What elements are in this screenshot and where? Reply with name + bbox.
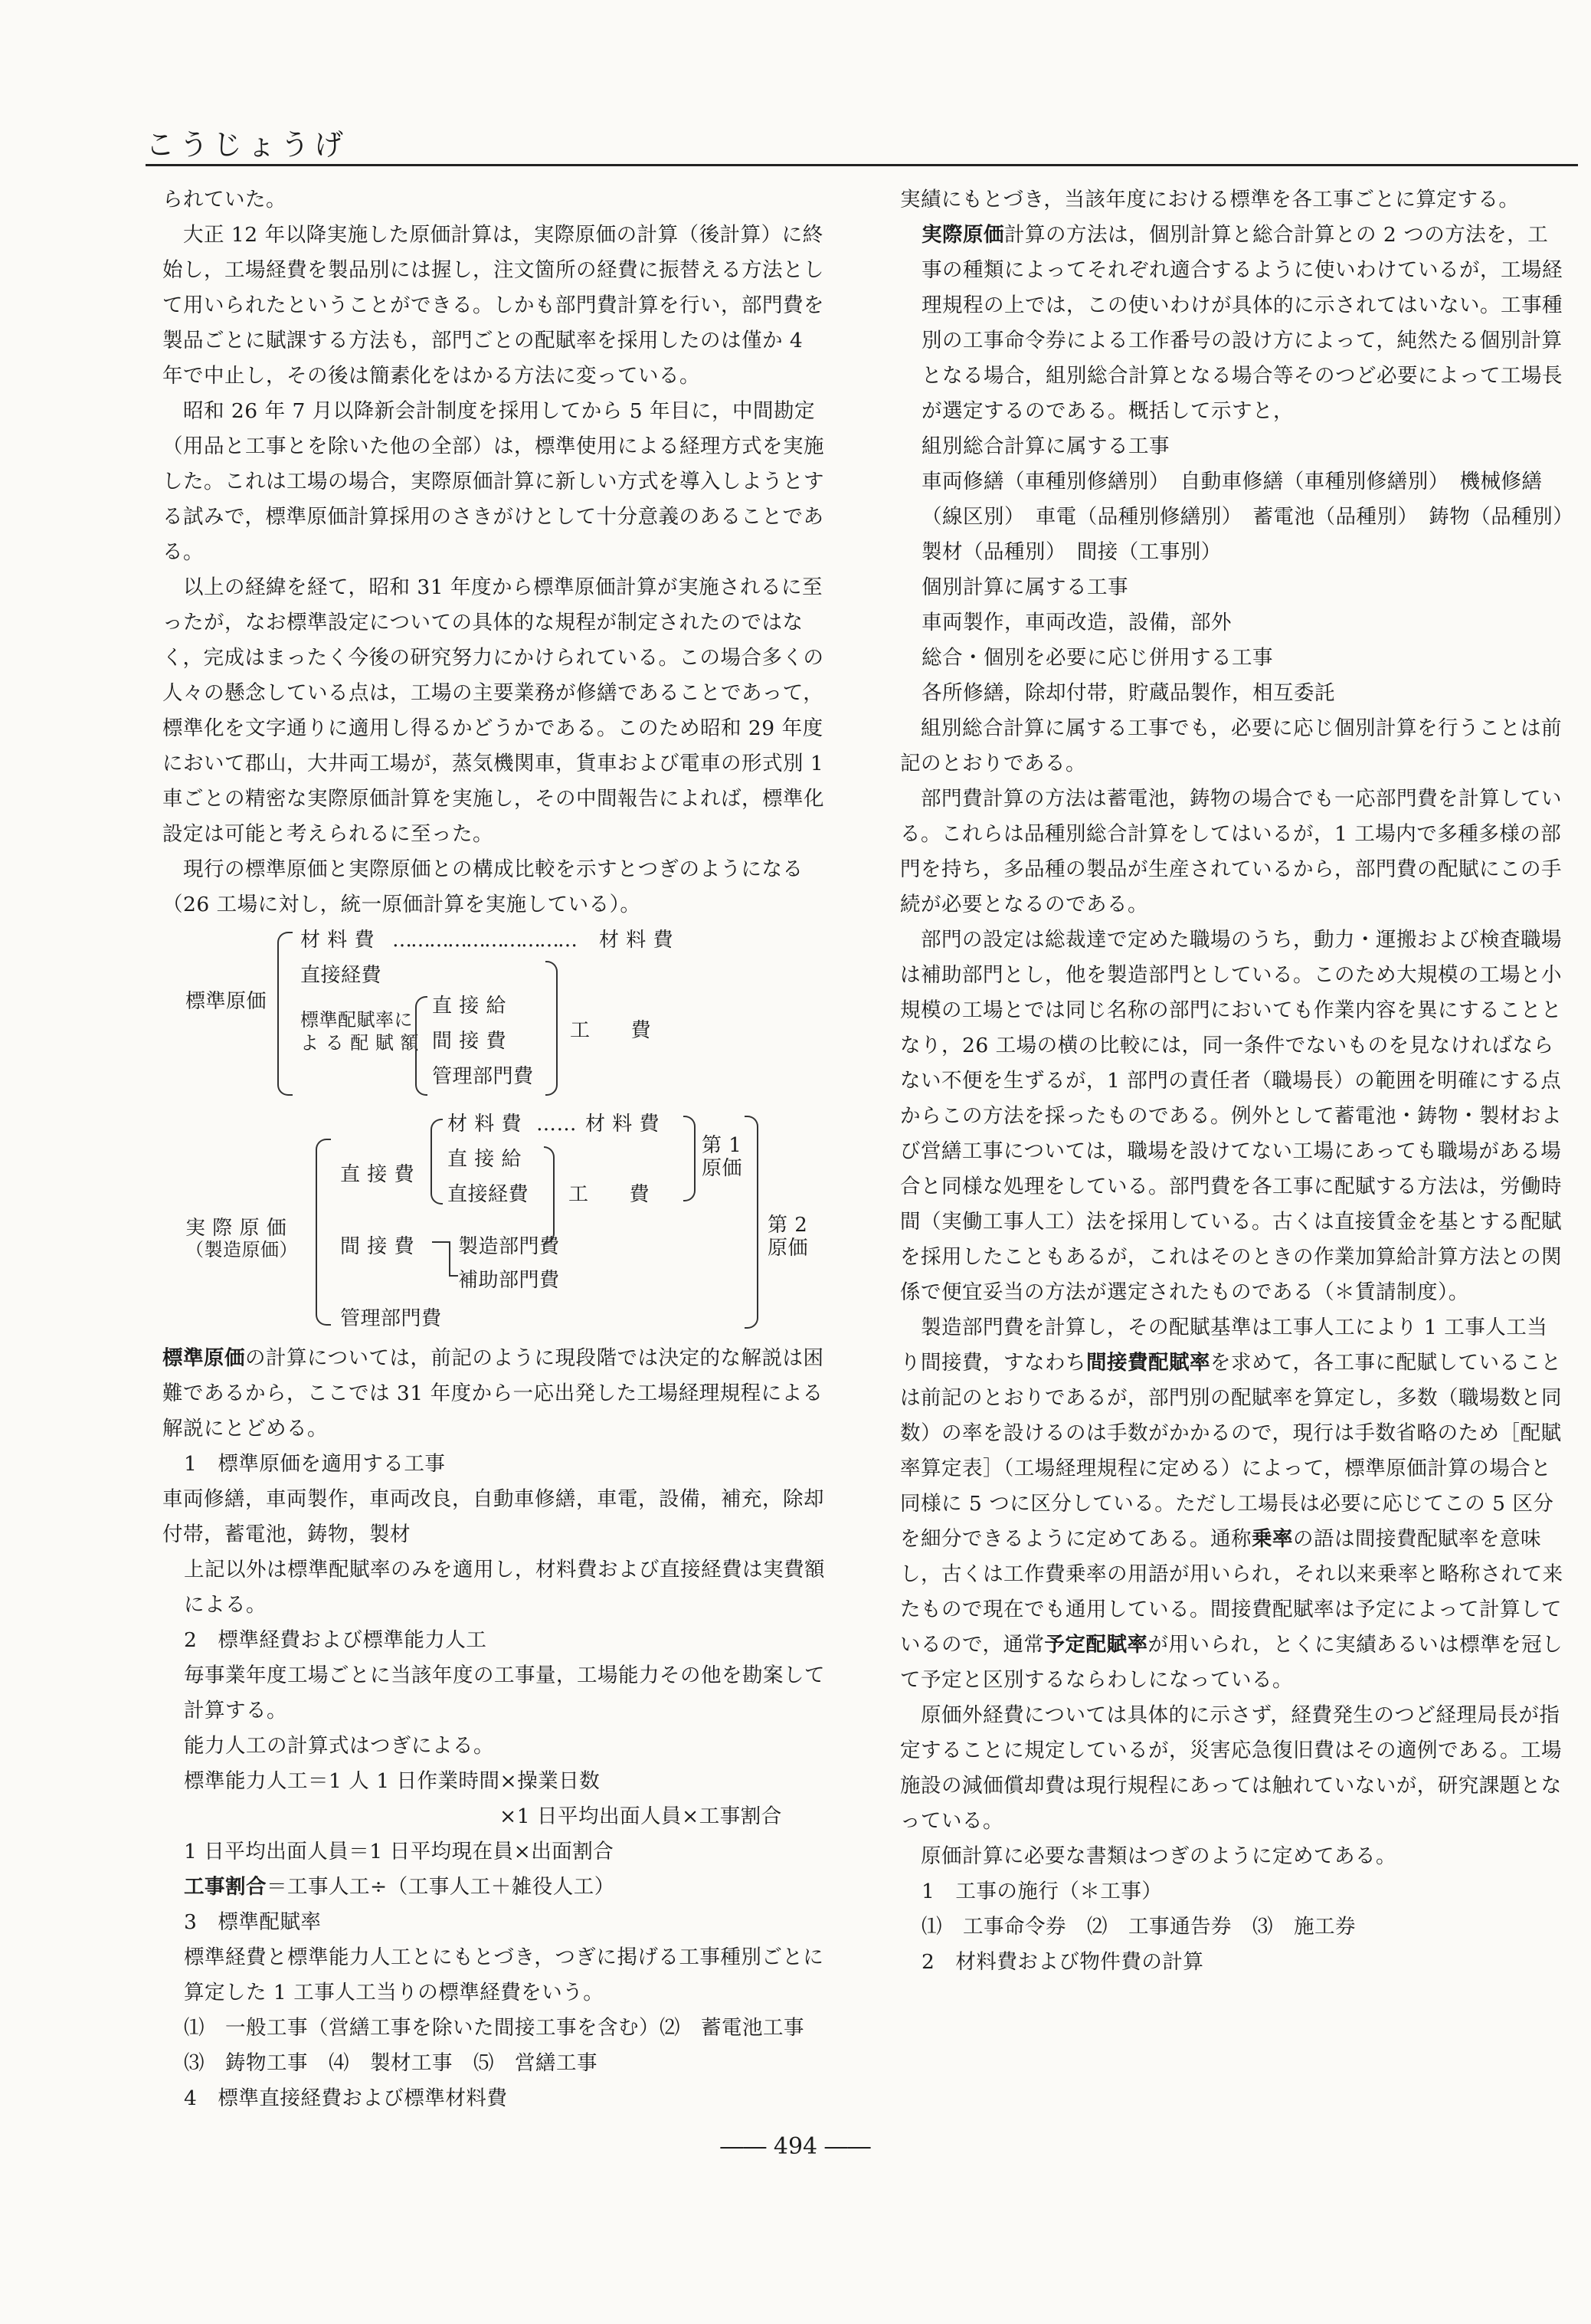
term-bold: 実際原価 — [922, 223, 1004, 247]
actual-material: 材 料 費 — [447, 1113, 522, 1136]
cost1-label-b: 原価 — [702, 1157, 743, 1180]
indirect-connector — [432, 1241, 449, 1243]
paragraph: 原価外経費については具体的に示さず，経費発生のつど経理局長が指定することに規定しているが，災害応急復旧費はその適例である。工場施設の減価償却費は現行規程にあっては触れていないが，研究課題となっている。 — [900, 1703, 1562, 1833]
paragraph — [900, 218, 1566, 429]
actual-mfg: 製造部門費 — [458, 1235, 560, 1258]
std-material: 材 料 費 — [300, 929, 375, 952]
text: 計算の方法は，個別計算と総合計算との 2 つの方法を，工事の種類によってそれぞれ適合するように使いわけているが，工場経理規程の上では，この使いわけが具体的に示されてはいない。工事種別の工事命令券による工作番号の設け方によって，純然たる個別計算となる場合，組別総合計算となる場合等そのつど必要によって工場長が選定するのである。概括して示すと， — [922, 223, 1563, 423]
term-bold: 標準原価 — [162, 1346, 245, 1370]
cost2-label-b: 原価 — [768, 1237, 809, 1260]
category-heading: 総合・個別を必要に応じ併用する工事 — [922, 646, 1273, 670]
actual-indirect: 間 接 費 — [340, 1235, 415, 1258]
paragraph: 各所修繕，除却付帯，貯蔵品製作，相互委託 — [922, 681, 1335, 705]
paragraph: 大正 12 年以降実施した原価計算は，実際原価の計算（後計算）に終始し，工場経費を製品別には握し，注文箇所の経費に振替える方法として用いられたということができる。しかも部門費計算を行い，部門費を製品ごとに賦課する方法も，部門ごとの配賦率を採用したのは僅か 4 年で中止し，その後は簡素化をはかる方法に変っている。 — [162, 223, 824, 388]
section-heading: 2 標準経費および標準能力人工 — [184, 1628, 487, 1652]
std-direct-exp: 直接経費 — [300, 964, 382, 987]
std-mgmt: 管理部門費 — [432, 1065, 534, 1088]
std-kouhi: 工 費 — [570, 1019, 652, 1042]
indirect-vertical — [449, 1241, 450, 1277]
paragraph: 以上の経緯を経て，昭和 31 年度から標準原価計算が実施されるに至ったが，なお標準設定についての具体的な規程が制定されたのではなく，完成はまったく今後の研究努力にかけられている。この場合多くの人々の懸念している点は，工場の主要業務が修繕であることであって，標準化を文字通りに適用し得るかどうかである。このため昭和 29 年度において郡山，大井両工場が，蒸気機関車，貨車および電車の形式別 1 車ごとの精密な実際原価計算を実施し，その中間報告によれば，標準化設定は可能と考えられるに至った。 — [162, 575, 824, 846]
text: が用いられ，とくに実績あるいは標準を冠して予定と区別するならわしになっている。 — [900, 1633, 1563, 1692]
std-alloc-1: 標準配賦率に — [300, 1009, 413, 1031]
actual-dots: …… — [536, 1113, 577, 1136]
page-number: ―― 494 ―― — [720, 2133, 871, 2160]
list: ⑴ 一般工事（営繕工事を除いた間接工事を含む）⑵ 蓄電池工事 ⑶ 鋳物工事 ⑷ 製材工事 ⑸ 営繕工事 — [184, 2016, 825, 2075]
text: ＝工事人工÷（工事人工＋雑役人工） — [267, 1875, 615, 1899]
paragraph: 現行の標準原価と実際原価との構成比較を示すとつぎのようになる（26 工場に対し，統一原価計算を実施している）。 — [162, 857, 804, 916]
formula: 1 日平均出面人員＝1 日平均現在員×出面割合 — [184, 1840, 614, 1863]
actual-bracket — [316, 1139, 331, 1326]
term-bold: 予定配賦率 — [1044, 1633, 1148, 1657]
paragraph: 毎事業年度工場ごとに当該年度の工事量，工場能力その他を勘案して計算する。 — [184, 1664, 825, 1723]
paragraph: 原価計算に必要な書類はつぎのように定めてある。 — [900, 1844, 1396, 1868]
right-column — [900, 182, 1584, 1980]
formula — [162, 1870, 829, 1905]
text: 製造部門費を計算し，その配賦基準は工事人工により 1 工事人工当り間接費，すなわち — [900, 1316, 1548, 1375]
actual-cost-label-2: （製造原価） — [185, 1239, 298, 1260]
paragraph: 部門費計算の方法は蓄電池，鋳物の場合でも一応部門費を計算している。これらは品種別総合計算をしてはいるが，1 工場内で多種多様の部門を持ち，多品種の製品が生産されているから，部門費の配賦にこの手続が必要となるのである。 — [900, 787, 1562, 916]
std-indirect: 間 接 費 — [432, 1030, 507, 1053]
std-material-right: 材 料 費 — [599, 929, 674, 952]
std-direct-wage: 直 接 給 — [432, 995, 507, 1018]
category-heading: 組別総合計算に属する工事 — [922, 434, 1170, 458]
section-heading: 3 標準配賦率 — [184, 1910, 322, 1934]
actual-direct: 直 接 費 — [340, 1163, 415, 1186]
alloc-bracket — [415, 996, 427, 1096]
cost2-bracket — [745, 1116, 758, 1329]
paragraph: 部門の設定は総裁達で定めた職場のうち，動力・運搬および検査職場は補助部門とし，他を製造部門としている。このため大規模の工場と小規模の工場とでは同じ名称の部門においても作業内容を異にすることとなり，26 工場の横の比較には，同一条件でないものを見なければならない不便を生ずるが，1 部門の責任者（職場長）の範囲を明確にする点からこの方法を採ったものである。例外として蓄電池・鋳物・製材および営繕工事については，職場を設けてない工場にあっても職場がある場合と同様な処理をしている。部門費を各工事に配賦する方法は，労働時間（実働工事人工）法を採用している。古くは直接賃金を基とする配賦を採用したこともあるが，これはそのときの作業加算給計算方法との関係で便宜妥当の方法が選定されたものである（＊賃請制度）。 — [900, 928, 1562, 1304]
actual-exp: 直接経費 — [447, 1183, 529, 1206]
paragraph: 車両修繕（車種別修繕別） 自動車修繕（車種別修繕別） 機械修繕（線区別） 車電（品種別修繕別） 蓄電池（品種別） 鋳物（品種別） 製材（品種別） 間接（工事別） — [922, 470, 1584, 564]
text: の語は間接費配賦率を意味し，古くは工作費乗率の用語が用いられ，それ以来乗率と略称されて来たもので現在でも通用している。間接費配賦率は予定によって計算しているので，通常 — [900, 1527, 1563, 1657]
cost-structure-diagram — [162, 923, 829, 1330]
term-bold: 工事割合 — [184, 1875, 267, 1899]
actual-aux: 補助部門費 — [458, 1269, 560, 1292]
section-heading: 2 材料費および物件費の計算 — [922, 1950, 1204, 1974]
text: を求めて，各工事に配賦していることは前記のとおりであるが，部門別の配賦率を算定し，多数（職場数と同数）の率を設けるのは手数がかかるので，現行は手数省略のため［配賦率算定表］（工場経理規程に定める）によって，標準原価計算の場合と同様に 5 つに区分している。ただし工場長は必要に応じてこの 5 区分を細分できるように定めてある。通称 — [900, 1351, 1562, 1551]
aux-connector — [449, 1275, 458, 1277]
std-dots: ………………………… — [392, 929, 576, 952]
section-heading: 1 標準原価を適用する工事 — [184, 1452, 446, 1476]
term-bold: 間接費配賦率 — [1086, 1351, 1210, 1375]
std-alloc-2: よ る 配 賦 額 — [300, 1032, 420, 1054]
section-heading: 4 標準直接経費および標準材料費 — [184, 2086, 508, 2110]
paragraph — [162, 1341, 829, 1447]
formula: ×1 日平均出面人員×工事割合 — [499, 1804, 782, 1828]
left-column — [162, 182, 829, 2116]
paragraph: 能力人工の計算式はつぎによる。 — [184, 1734, 494, 1758]
std-cost-label: 標準原価 — [185, 990, 267, 1013]
kouhi-bracket — [545, 961, 558, 1096]
paragraph: 車両製作，車両改造，設備，部外 — [922, 611, 1232, 634]
actual-kouhi: 工 費 — [568, 1183, 650, 1206]
paragraph: 組別総合計算に属する工事でも，必要に応じ個別計算を行うことは前記のとおりである。 — [900, 716, 1562, 775]
section-heading: 1 工事の施行（＊工事） — [922, 1880, 1163, 1903]
actual-material-right: 材 料 費 — [585, 1113, 660, 1136]
paragraph: 実績にもとづき，当該年度における標準を各工事ごとに算定する。 — [900, 188, 1520, 211]
header-rule — [146, 164, 1578, 166]
formula: 標準能力人工＝1 人 1 日作業時間×操業日数 — [184, 1769, 601, 1793]
paragraph — [900, 1310, 1566, 1698]
actual-wage: 直 接 給 — [447, 1148, 522, 1171]
list: ⑴ 工事命令券 ⑵ 工事通告券 ⑶ 施工券 — [922, 1915, 1356, 1939]
paragraph: 昭和 26 年 7 月以降新会計制度を採用してから 5 年目に，中間勘定（用品と工事とを除いた他の全部）は，標準使用による経理方式を実施した。これは工場の場合，実際原価計算に新しい方式を導入しようとする試みで，標準原価計算採用のさきがけとして十分意義のあることである。 — [162, 399, 824, 564]
paragraph: 車両修繕，車両製作，車両改良，自動車修繕，車電，設備，補充，除却付帯，蓄電池，鋳物，製材 — [162, 1487, 824, 1546]
page-header-title: こうじょうげ — [146, 128, 349, 162]
cost1-bracket — [683, 1116, 696, 1201]
direct-bracket — [430, 1119, 443, 1205]
actual-cost-label-1: 実 際 原 価 — [185, 1217, 287, 1240]
cost2-label-a: 第 2 — [768, 1214, 808, 1237]
std-bracket — [277, 932, 293, 1096]
term-bold: 乗率 — [1252, 1527, 1293, 1551]
category-heading: 個別計算に属する工事 — [922, 575, 1128, 599]
paragraph: 上記以外は標準配賦率のみを適用し，材料費および直接経費は実費額による。 — [184, 1558, 825, 1617]
text: の計算については，前記のように現段階では決定的な解説は困難であるから，ここでは 31 年度から一応出発した工場経理規程による解説にとどめる。 — [162, 1346, 824, 1441]
actual-mgmt: 管理部門費 — [340, 1307, 442, 1330]
paragraph: られていた。 — [162, 188, 286, 211]
cost1-label-a: 第 1 — [702, 1134, 742, 1157]
paragraph: 標準経費と標準能力人工とにもとづき，つぎに掲げる工事種別ごとに算定した 1 工事人工当りの標準経費をいう。 — [184, 1945, 824, 2004]
